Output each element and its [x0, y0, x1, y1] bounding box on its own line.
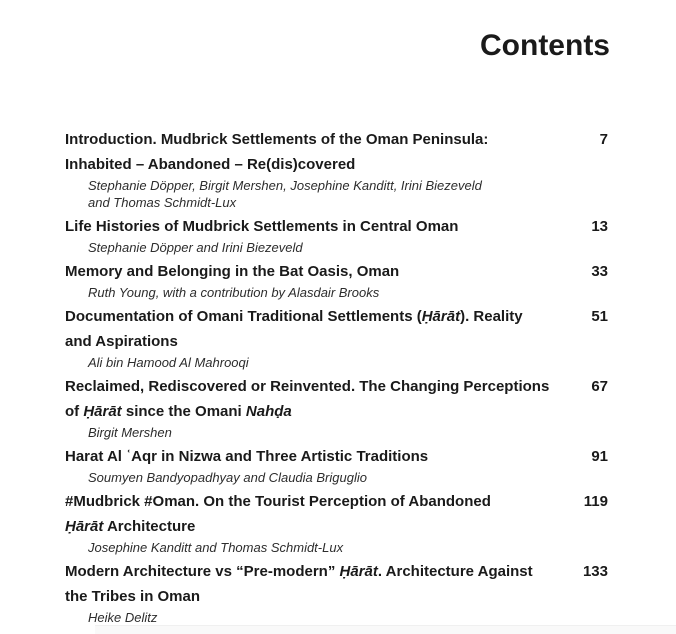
- title-segment: since the Omani: [121, 403, 246, 420]
- toc-entry: [65, 259, 608, 301]
- title-segment: Inhabited – Abandoned – Re(dis)covered: [65, 156, 356, 173]
- entry-title-line: [65, 514, 558, 539]
- entry-title-line: [65, 259, 558, 284]
- toc-entry: [65, 374, 608, 441]
- entry-title-line: [65, 304, 558, 329]
- title-segment: the Tribes in Oman: [65, 588, 201, 605]
- toc-entry: [65, 444, 608, 486]
- title-segment-italic: Ḥārāt: [65, 518, 104, 535]
- toc-entry: [65, 559, 608, 626]
- entry-title: [65, 214, 558, 239]
- entry-title-line: [65, 489, 558, 514]
- toc-entry: [65, 489, 608, 556]
- entry-author-line: Birgit Mershen: [88, 425, 172, 440]
- title-segment-italic: Nahḍa: [245, 403, 292, 420]
- title-segment: Life Histories of Mudbrick Settlements in Central Oman: [65, 218, 459, 235]
- title-segment: Documentation of Omani Traditional Settlements (: [65, 308, 422, 325]
- title-segment: #Mudbrick #Oman. On the Tourist Perception of Abandoned: [65, 493, 491, 510]
- entry-authors: [88, 469, 558, 486]
- entry-title: [65, 259, 558, 284]
- entry-authors: [88, 284, 558, 301]
- entry-page-number: 67: [591, 378, 608, 395]
- toc-entry: [65, 304, 608, 371]
- entry-authors: [88, 424, 558, 441]
- entry-title: [65, 374, 558, 424]
- title-segment: Introduction. Mudbrick Settlements of the Oman Peninsula:: [65, 131, 489, 148]
- entry-title: [65, 489, 558, 539]
- toc-list: [65, 127, 608, 629]
- entry-title-line: [65, 559, 558, 584]
- entry-page-number: 91: [591, 448, 608, 465]
- title-segment: and Aspirations: [65, 333, 178, 350]
- entry-author-line: Ali bin Hamood Al Mahrooqi: [88, 355, 249, 370]
- entry-title-line: [65, 127, 558, 152]
- entry-author-line: Stephanie Döpper and Irini Biezeveld: [88, 240, 303, 255]
- entry-author-line: Soumyen Bandyopadhyay and Claudia Briguglio: [88, 470, 367, 485]
- title-segment: Reclaimed, Rediscovered or Reinvented. The Changing Perceptions: [65, 378, 550, 395]
- toc-entry: [65, 127, 608, 211]
- entry-title-line: [65, 444, 558, 469]
- entry-title: [65, 444, 558, 469]
- title-segment: Architecture: [103, 518, 196, 535]
- entry-title-line: [65, 584, 558, 609]
- entry-title-line: [65, 399, 558, 424]
- page-title: Contents: [480, 29, 610, 63]
- entry-page-number: 7: [599, 131, 608, 148]
- title-segment: Harat Al ʿAqr in Nizwa and Three Artistic Traditions: [65, 448, 429, 465]
- title-segment-italic: Ḥārāt: [339, 563, 378, 580]
- entry-author-line: Heike Delitz: [88, 610, 158, 625]
- entry-title-line: [65, 152, 558, 177]
- title-segment: of: [65, 403, 84, 420]
- title-segment: ). Reality: [460, 308, 523, 325]
- entry-authors: [88, 239, 558, 256]
- entry-page-number: 133: [582, 563, 608, 580]
- title-segment-italic: Ḥārāt: [83, 403, 122, 420]
- entry-author-line: and Thomas Schmidt-Lux: [88, 195, 237, 210]
- entry-page-number: 119: [583, 493, 608, 510]
- entry-title-line: [65, 214, 558, 239]
- page-break-strip: [95, 625, 676, 634]
- title-segment: . Architecture Against: [377, 563, 533, 580]
- entry-author-line: Ruth Young, with a contribution by Alasdair Brooks: [88, 285, 380, 300]
- entry-authors: [88, 177, 558, 211]
- entry-title-line: [65, 374, 558, 399]
- toc-entry: [65, 214, 608, 256]
- entry-authors: [88, 354, 558, 371]
- entry-title: [65, 559, 558, 609]
- entry-author-line: Josephine Kanditt and Thomas Schmidt-Lux: [88, 540, 344, 555]
- entry-authors: [88, 609, 558, 626]
- entry-page-number: 33: [591, 263, 608, 280]
- entry-title-line: [65, 329, 558, 354]
- entry-page-number: 13: [591, 218, 608, 235]
- title-segment-italic: Ḥārāt: [421, 308, 461, 325]
- entry-title: [65, 127, 558, 177]
- title-segment: Memory and Belonging in the Bat Oasis, Oman: [65, 263, 400, 280]
- entry-page-number: 51: [591, 308, 608, 325]
- entry-authors: [88, 539, 558, 556]
- title-segment: Modern Architecture vs “Pre-modern”: [65, 563, 340, 580]
- entry-title: [65, 304, 558, 354]
- entry-author-line: Stephanie Döpper, Birgit Mershen, Josephine Kanditt, Irini Biezeveld: [88, 178, 482, 193]
